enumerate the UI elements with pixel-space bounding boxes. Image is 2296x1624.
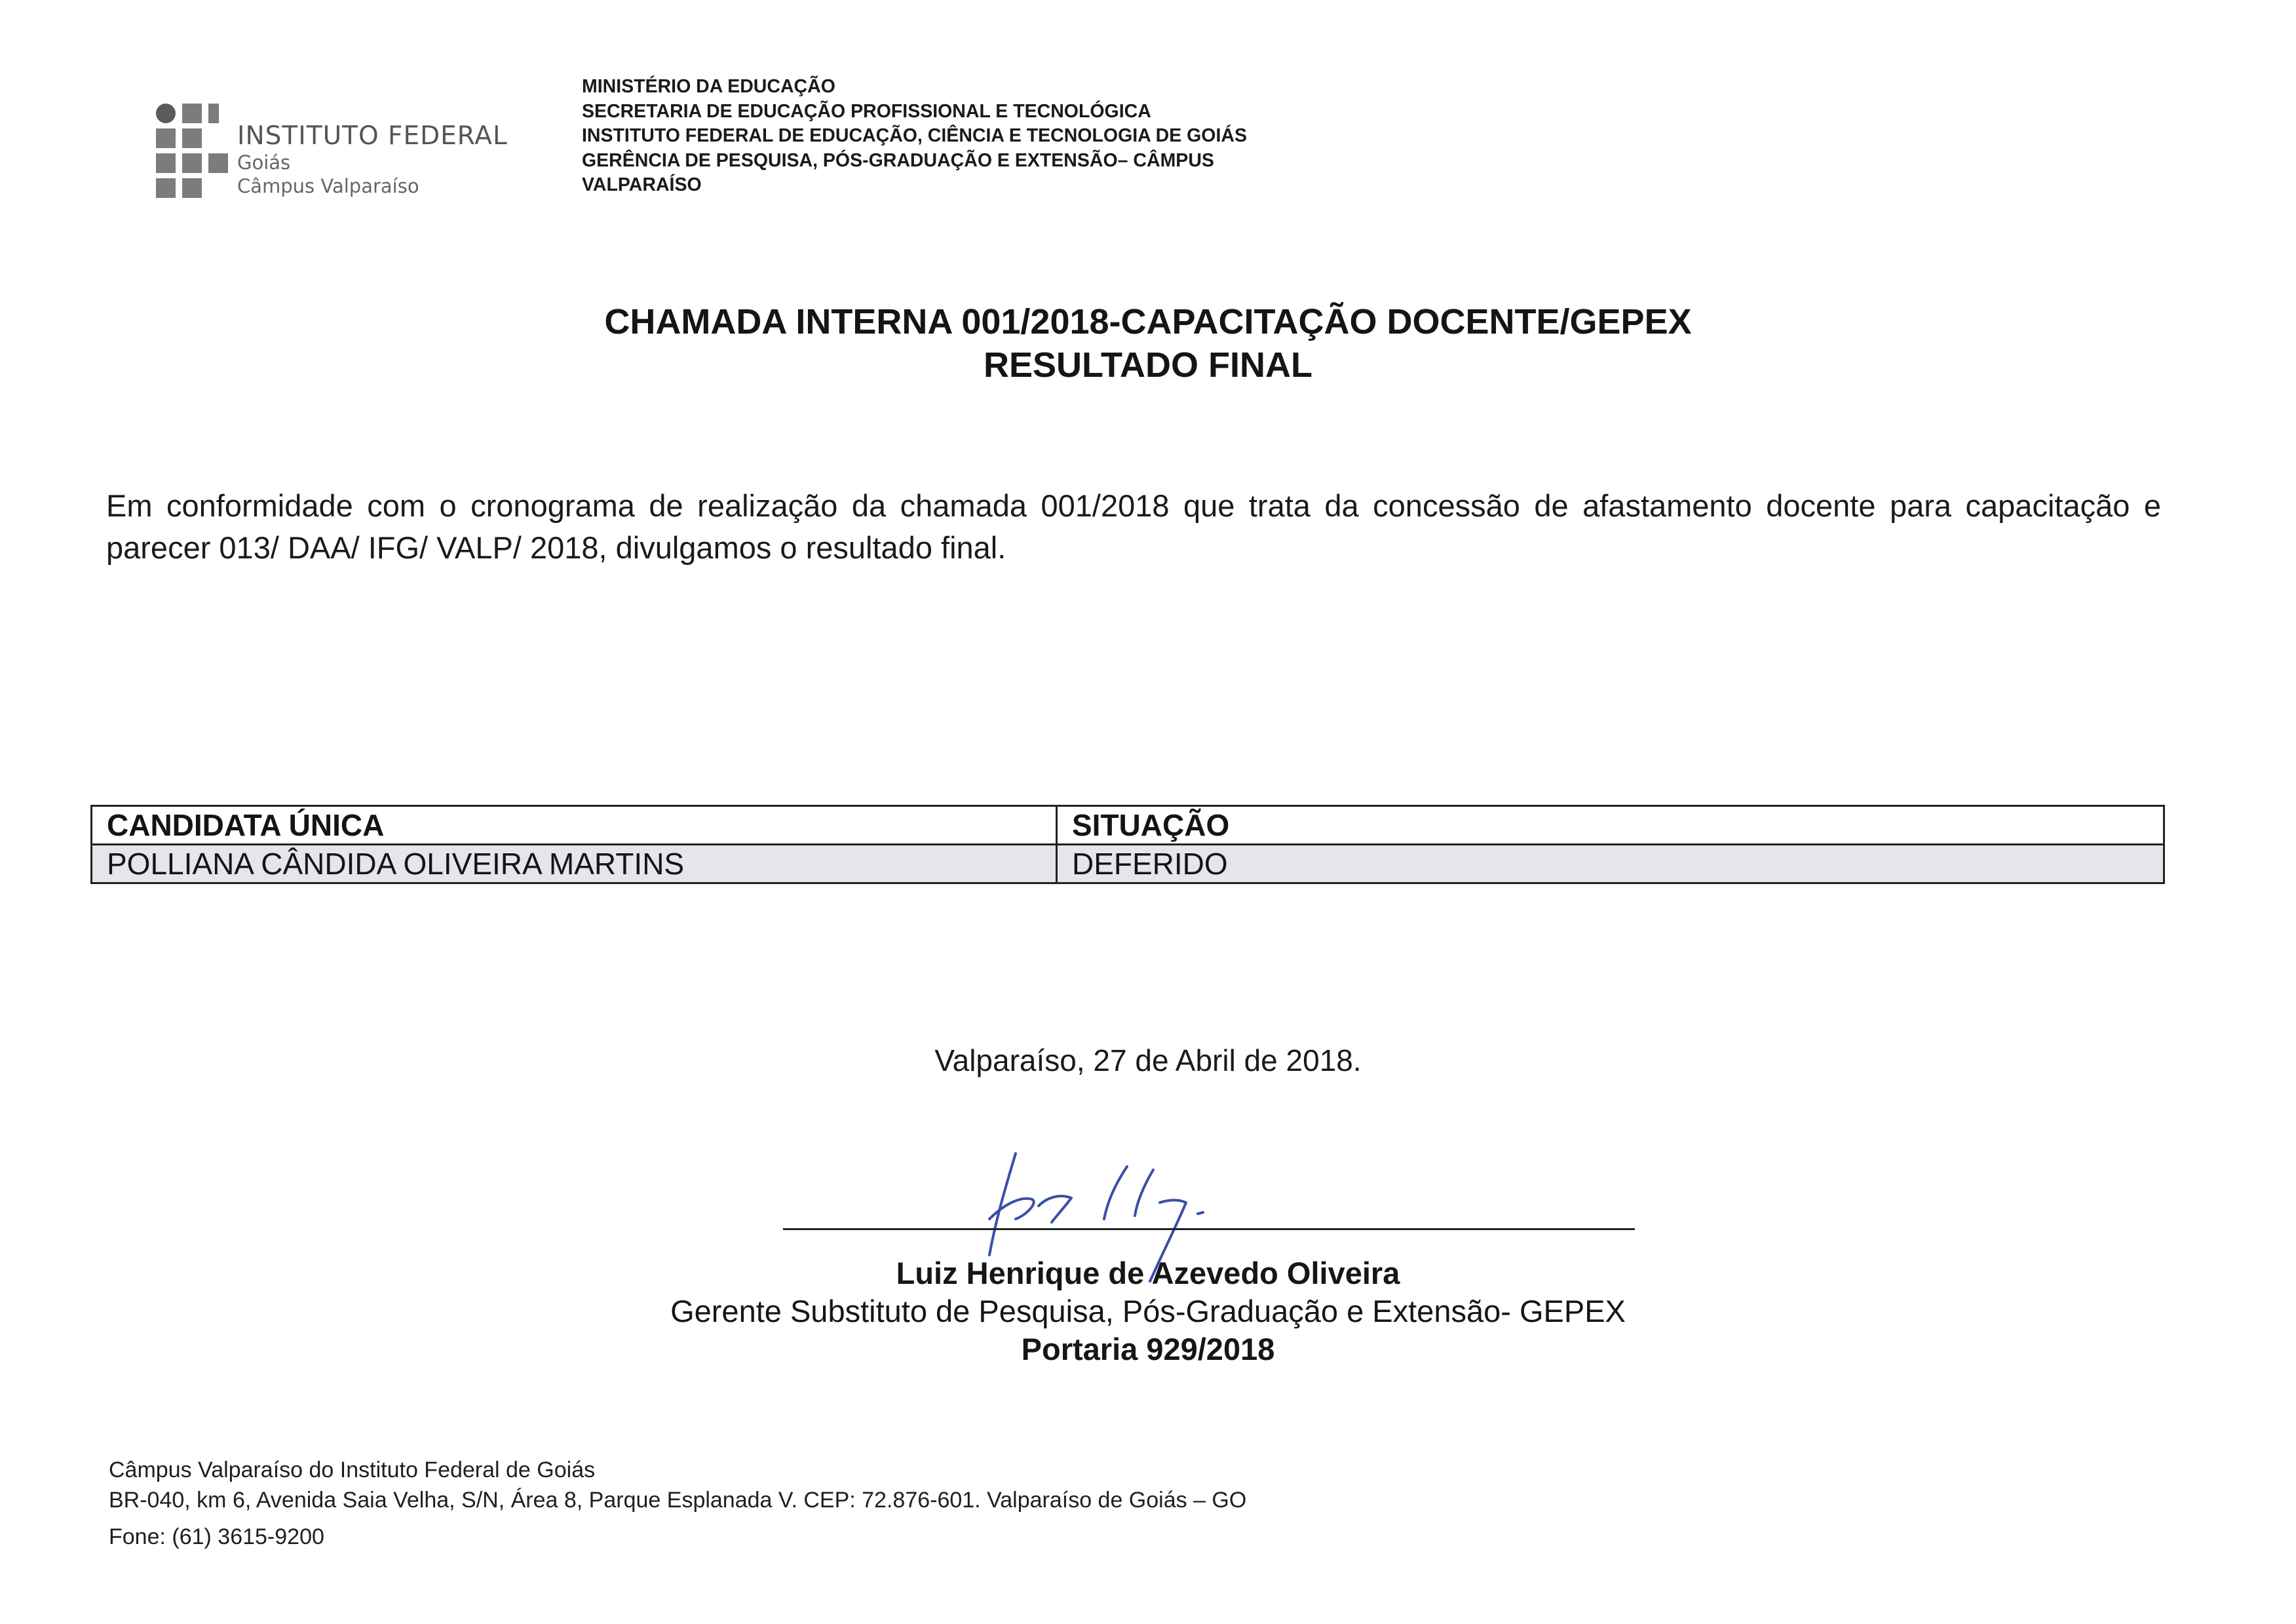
- letterhead: [582, 75, 1499, 198]
- header-candidate: CANDIDATA ÚNICA: [92, 806, 1057, 845]
- footer-line-1: Câmpus Valparaíso do Instituto Federal de Goiás: [109, 1458, 596, 1482]
- body-paragraph: Em conformidade com o cronograma de realização da chamada 001/2018 que trata da concessão de afastamento docente para capacitação e parecer 013/ DAA/ IFG/ VALP/ 2018, divulgamos o resultado final.: [106, 488, 2161, 565]
- signer-portaria: Portaria 929/2018: [1021, 1332, 1275, 1366]
- letterhead-line: SECRETARIA DE EDUCAÇÃO PROFISSIONAL E TECNOLÓGICA: [582, 100, 1151, 122]
- logo-state: Goiás: [237, 151, 291, 174]
- signature-line: [783, 1228, 1635, 1230]
- title-line-1: CHAMADA INTERNA 001/2018-CAPACITAÇÃO DOCENTE/GEPEX: [604, 302, 1692, 341]
- footer-phone: Fone: (61) 3615-9200: [109, 1524, 324, 1549]
- table-row: [92, 845, 2164, 883]
- document-title: [0, 300, 2296, 387]
- title-line-2: RESULTADO FINAL: [984, 345, 1312, 385]
- logo-title: INSTITUTO FEDERAL: [237, 121, 508, 151]
- signer-role: Gerente Substituto de Pesquisa, Pós-Graduação e Extensão- GEPEX: [670, 1294, 1626, 1328]
- result-table: [90, 805, 2165, 884]
- letterhead-line: INSTITUTO FEDERAL DE EDUCAÇÃO, CIÊNCIA E TECNOLOGIA DE GOIÁS: [582, 125, 1247, 146]
- letterhead-line: MINISTÉRIO DA EDUCAÇÃO: [582, 76, 835, 97]
- footer-line-2: BR-040, km 6, Avenida Saia Velha, S/N, Área 8, Parque Esplanada V. CEP: 72.876-601. Valparaíso de Goiás – GO: [109, 1488, 1247, 1513]
- cell-status: DEFERIDO: [1057, 845, 2164, 883]
- institution-logo: [156, 104, 523, 202]
- table-header-row: [92, 806, 2164, 845]
- date-line: Valparaíso, 27 de Abril de 2018.: [934, 1043, 1362, 1077]
- header-status: SITUAÇÃO: [1057, 806, 2164, 845]
- signer-name: Luiz Henrique de Azevedo Oliveira: [896, 1256, 1400, 1290]
- cell-candidate: POLLIANA CÂNDIDA OLIVEIRA MARTINS: [92, 845, 1057, 883]
- signer-block: [0, 1254, 2296, 1368]
- letterhead-line: GERÊNCIA DE PESQUISA, PÓS-GRADUAÇÃO E EXTENSÃO– CÂMPUS: [582, 149, 1214, 171]
- letterhead-line: VALPARAÍSO: [582, 174, 702, 195]
- logo-campus: Câmpus Valparaíso: [237, 175, 419, 197]
- footer: [109, 1455, 1681, 1552]
- logo-mark-icon: [156, 104, 229, 202]
